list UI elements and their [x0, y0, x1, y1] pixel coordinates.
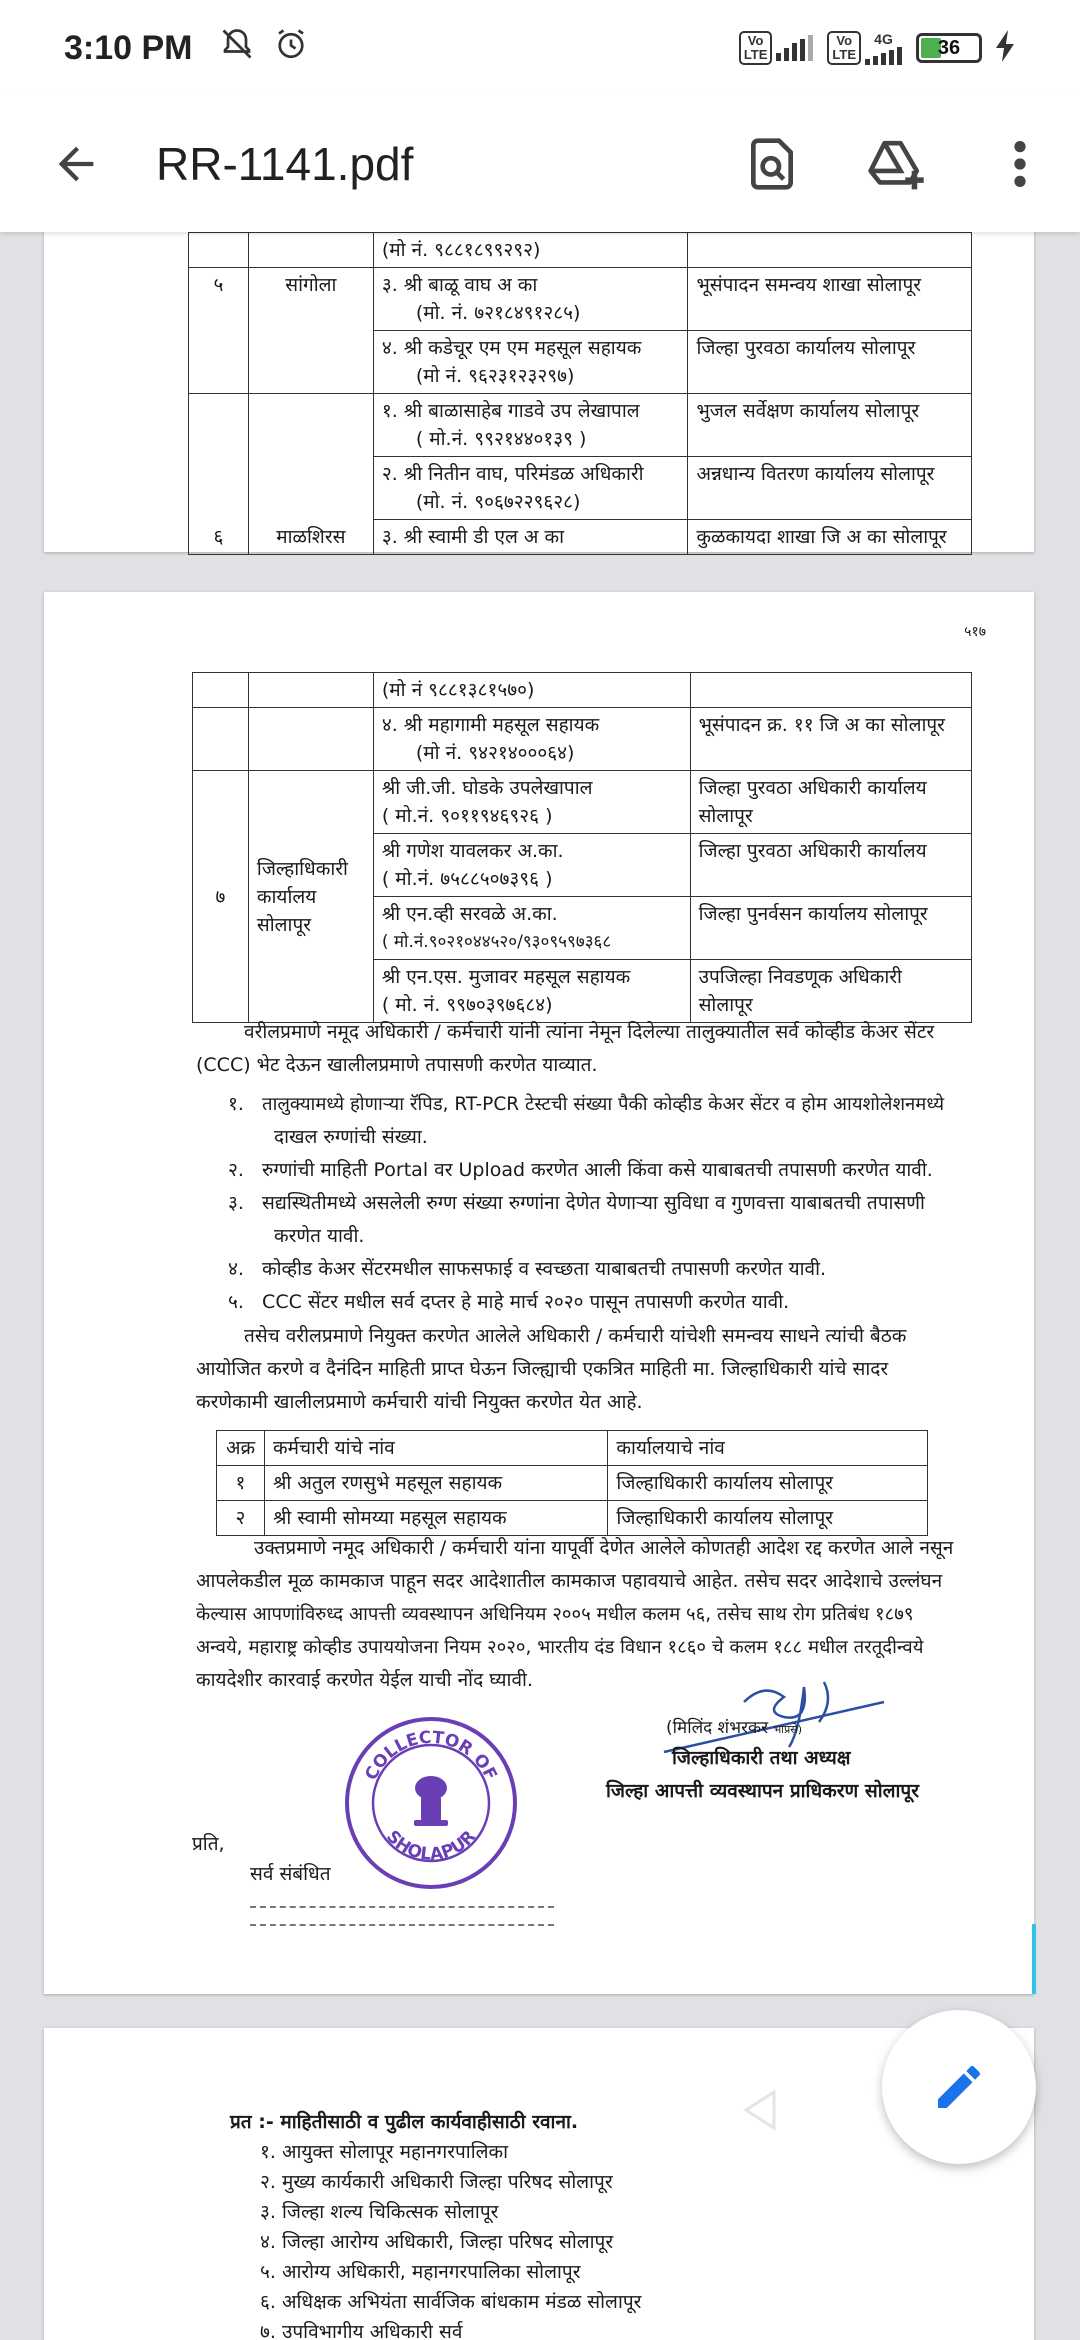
- more-vert-icon: [1012, 138, 1028, 190]
- sim1-signal: Vo LTE: [739, 31, 814, 65]
- list-item: २. रुग्णांची माहिती Portal वर Upload करणेत आली किंवा कसे याबाबतची तपासणी करणेत यावी.: [228, 1159, 933, 1181]
- more-options-button[interactable]: [980, 124, 1060, 204]
- table-row: (मो नं. ९८८१८९९२९२): [189, 233, 972, 268]
- list-item: ७. उपविभागीय अधिकारी सर्व: [260, 2321, 463, 2340]
- pdf-page-1: [44, 232, 1034, 552]
- app-bar: [0, 96, 1080, 232]
- search-in-document-button[interactable]: [732, 124, 812, 204]
- edit-fab-button[interactable]: [882, 2010, 1036, 2164]
- prati-label: प्रति,: [192, 1833, 225, 1855]
- collector-seal: [342, 1714, 520, 1892]
- officials-table-page2: [192, 672, 972, 1023]
- charging-icon: [996, 30, 1016, 66]
- table-row: ५ सांगोला ३. श्री बाळू वाघ अ का (मो. नं. ७२१८४९१२८५) भूसंपादन समन्वय शाखा सोलापूर: [189, 268, 972, 331]
- battery-indicator: 36: [916, 33, 982, 63]
- table-row: श्री गणेश यावलकर अ.का. ( मो.नं. ७५८८५०७३९६ ) जिल्हा पुरवठा अधिकारी कार्यालय: [193, 834, 972, 897]
- addressee: सर्व संबंधित: [250, 1863, 331, 1885]
- office-group-name: जिल्हाधिकारी कार्यालय सोलापूर: [248, 771, 373, 1023]
- nav-back-icon[interactable]: [740, 2088, 780, 2132]
- document-title: RR-1141.pdf: [156, 138, 414, 190]
- officials-table-page1: [188, 232, 972, 555]
- table-row: ६ माळशिरस ३. श्री स्वामी डी एल अ का कुळकायदा शाखा जि अ का सोलापूर: [189, 520, 972, 555]
- table-row: १ श्री अतुल रणसुभे महसूल सहायक जिल्हाधिकारी कार्यालय सोलापूर: [217, 1466, 928, 1501]
- add-to-drive-button[interactable]: [856, 124, 936, 204]
- table-row: ४. श्री महागामी महसूल सहायक (मो नं. ९४२१४०००६४) भूसंपादन क्र. ११ जि अ का सोलापूर: [193, 708, 972, 771]
- list-item: २. मुख्य कार्यकारी अधिकारी जिल्हा परिषद सोलापूर: [260, 2171, 613, 2193]
- table-row: ४. श्री कडेचूर एम एम महसूल सहायक (मो नं. ९६२३१२३२९७) जिल्हा पुरवठा कार्यालय सोलापूर: [189, 331, 972, 394]
- dash-line: [250, 1906, 554, 1908]
- paragraph-1: वरीलप्रमाणे नमूद अधिकारी / कर्मचारी यांनी त्यांना नेमून दिलेल्या तालुक्यातील सर्व कोव्हीड केअर सेंटर: [244, 1021, 935, 1043]
- svg-text:COLLECTOR OF: COLLECTOR OF: [361, 1727, 501, 1784]
- list-item: ३. जिल्हा शल्य चिकित्सक सोलापूर: [260, 2201, 499, 2223]
- svg-text:SHOLAPUR: SHOLAPUR: [382, 1826, 480, 1865]
- list-item: ४. कोव्हीड केअर सेंटरमधील साफसफाई व स्वच्छता याबाबतची तपासणी करणेत यावी.: [228, 1258, 827, 1280]
- list-item: ३. सद्यस्थितीमध्ये असलेली रुग्ण संख्या रुग्णांना देणेत येणाऱ्या सुविधा व गुणवत्ता याबाबतची तपासणी: [228, 1192, 925, 1214]
- table-row: (मो नं ९८८१३८१५७०): [193, 673, 972, 708]
- list-item: १. आयुक्त सोलापूर महानगरपालिका: [260, 2141, 509, 2163]
- table-row: १. श्री बाळासाहेब गाडवे उप लेखापाल ( मो.नं. ९९२१४४०१३९ ) भुजल सर्वेक्षण कार्यालय सोलापूर: [189, 394, 972, 457]
- table-header-row: अक्र कर्मचारी यांचे नांव कार्यालयाचे नांव: [217, 1431, 928, 1466]
- paragraph-3: उक्तप्रमाणे नमूद अधिकारी / कर्मचारी यांना यापूर्वी देणेत आलेले कोणतही आदेश रद्द करणेत आले नसून: [254, 1537, 954, 1559]
- list-item: ६. अधिक्षक अभियंता सार्वजिक बांधकाम मंडळ सोलापूर: [260, 2291, 642, 2313]
- table-row: ७ जिल्हाधिकारी कार्यालय सोलापूर श्री जी.जी. घोडके उपलेखापाल ( मो.नं. ९०११९४६९२६ ) जिल्हा पुरवठा अधिकारी कार्यालय सोलापूर: [193, 771, 972, 834]
- document-search-icon: [744, 136, 800, 192]
- sim2-signal: Vo LTE 4G: [827, 31, 902, 65]
- drive-add-icon: [866, 136, 926, 192]
- list-item: ५. आरोग्य अधिकारी, महानगरपालिका सोलापूर: [260, 2261, 581, 2283]
- back-arrow-icon: [50, 138, 102, 190]
- staff-table: [216, 1430, 928, 1536]
- list-item: १. तालुक्यामध्ये होणाऱ्या रॅपिड, RT-PCR टेस्टची संख्या पैकी कोव्हीड केअर सेंटर व होम आयशोलेशनमध्ये: [228, 1093, 945, 1115]
- dash-line: [250, 1924, 554, 1926]
- status-bar: [0, 0, 1080, 96]
- table-row: २. श्री नितीन वाघ, परिमंडळ अधिकारी (मो. नं. ९०६७२२९६२८) अन्नधान्य वितरण कार्यालय सोलापूर: [189, 457, 972, 520]
- alarm-icon: [273, 26, 309, 71]
- table-row: श्री एन.व्ही सरवळे अ.का. ( मो.नं.९०२१०४४५२०/९३०९५९७३६८ जिल्हा पुनर्वसन कार्यालय सोलापूर: [193, 897, 972, 960]
- paragraph-2: तसेच वरीलप्रमाणे नियुक्त करणेत आलेले अधिकारी / कर्मचारी यांचेशी समन्वय साधने त्यांची बैठक: [244, 1325, 907, 1347]
- page-number: ५१७: [964, 624, 986, 640]
- pdf-page-2: ५१७ (मो नं ९८८१३८१५७०) ४. श्री महागामी महसूल सहायक (मो नं. ९४२१४०००६४) भूसंपादन क्र. ११ जि अ का सोलापूर ७ जिल्हाधिकारी कार्यालय सोलापूर श्री जी.जी. घोडके उपलेखापाल ( मो.नं. ९०११९४६९२६ ) जिल्हा पुरवठा अधिकारी कार्यालय सोलापूर श्री गणेश यावलकर अ.का. ( मो.नं. ७५८८५०७३९६ ) जिल्हा पुरवठा अधिकारी कार्यालय श्री एन.व्ही सरवळे अ.का. ( मो.नं.९०२१०४४५२०/९३०९५९७३६८ जिल्हा पुनर्वसन कार्यालय सोलापूर श्री एन.एस. मुजावर महसूल सहायक ( मो. नं. ९९७०३९७६८४) उपजिल्हा निवडणूक अधिकारी सोलापूर वरीलप्रमाणे नमूद अधिकारी / कर्मचारी यांनी त्यांना नेमून दिलेल्या तालुक्यातील सर्व कोव्हीड केअर सेंटर (CCC) भेट देऊन खालीलप्रमाणे तपासणी करणेत याव्यात. १. तालुक्यामध्ये होणाऱ्या रॅपिड, RT-PCR टेस्टची संख्या पैकी कोव्हीड केअर सेंटर व होम आयशोलेशनमध्ये दाखल रुग्णांची संख्या. २. रुग्णांची माहिती Portal वर Upload करणेत आली किंवा कसे याबाबतची तपासणी करणेत यावी. ३. सद्यस्थितीमध्ये असलेली रुग्ण संख्या रुग्णांना देणेत येणाऱ्या सुविधा व गुणवत्ता याबाबतची तपासणी करणेत यावी. ४. कोव्हीड केअर सेंटरमधील साफसफाई व स्वच्छता याबाबतची तपासणी करणेत यावी. ५. CCC सेंटर मधील सर्व दप्तर हे माहे मार्च २०२० पासून तपासणी करणेत यावी. तसेच वरीलप्रमाणे नियुक्त करणेत आलेले अधिकारी / कर्मचारी यांचेशी समन्वय साधने त्यांची बैठक आयोजित करणे व दैनंदिन माहिती प्राप्त घेऊन जिल्ह्याची एकत्रित माहिती मा. जिल्हाधिकारी यांचे सादर करणेकामी खालीलप्रमाणे कर्मचारी यांची नियुक्त करणेत येत आहे. अक्र कर्मचारी यांचे नांव कार्यालयाचे नांव १ श्री अतुल रणसुभे महसूल सहायक जिल्हाधिकारी कार्यालय सोलापूर २ श्री स्वामी सोमय्या महसूल सहायक जिल्हाधिकारी कार्यालय सोलापूर उक्तप्रमाणे नमूद अधिकारी / कर्मचारी यांना यापूर्वी देणेत आलेले कोणतही आदेश रद्द करणेत आले नसून आपलेकडील मूळ कामकाज पाहून सदर आदेशातील कामकाज पहावयाचे आहेत. तसेच सदर आदेशाचे उल्लंघन केल्यास आपणांविरुध्द आपत्ती व्यवस्थापन अधिनियम २००५ मधील कलम ५६, तसेच साथ रोग प्रतिबंध १८७९ अन्वये, महाराष्ट्र कोव्हीड उपाययोजना नियम २०२०, भारतीय दंड विधान १८६० चे कलम १८८ मधील तरतूदीन्वये कायदेशीर कारवाई करणेत येईल याची नोंद घ्यावी. COLLECTOR OF SHOLAPUR (मिलिंद शंभरकर भाप्रसे) जिल्हाधिकारी तथा अध्यक्ष जिल्हा आपत्ती व्यवस्थापन प्राधिकरण सोलापूर प्रति, सर्व संबंधित: [44, 592, 1034, 1994]
- table-row: २ श्री स्वामी सोमय्या महसूल सहायक जिल्हाधिकारी कार्यालय सोलापूर: [217, 1501, 928, 1536]
- mute-icon: [219, 26, 255, 71]
- copy-heading: प्रत :- माहितीसाठी व पुढील कार्यवाहीसाठी रवाना.: [230, 2111, 579, 2133]
- list-item: ५. CCC सेंटर मधील सर्व दप्तर हे माहे मार्च २०२० पासून तपासणी करणेत यावी.: [228, 1291, 790, 1313]
- list-item: ४. जिल्हा आरोग्य अधिकारी, जिल्हा परिषद सोलापूर: [260, 2231, 614, 2253]
- pencil-icon: [931, 2059, 987, 2115]
- status-time: 3:10 PM: [64, 28, 193, 67]
- back-button[interactable]: [36, 124, 116, 204]
- table-row: श्री एन.एस. मुजावर महसूल सहायक ( मो. नं. ९९७०३९७६८४) उपजिल्हा निवडणूक अधिकारी सोलापूर: [193, 960, 972, 1023]
